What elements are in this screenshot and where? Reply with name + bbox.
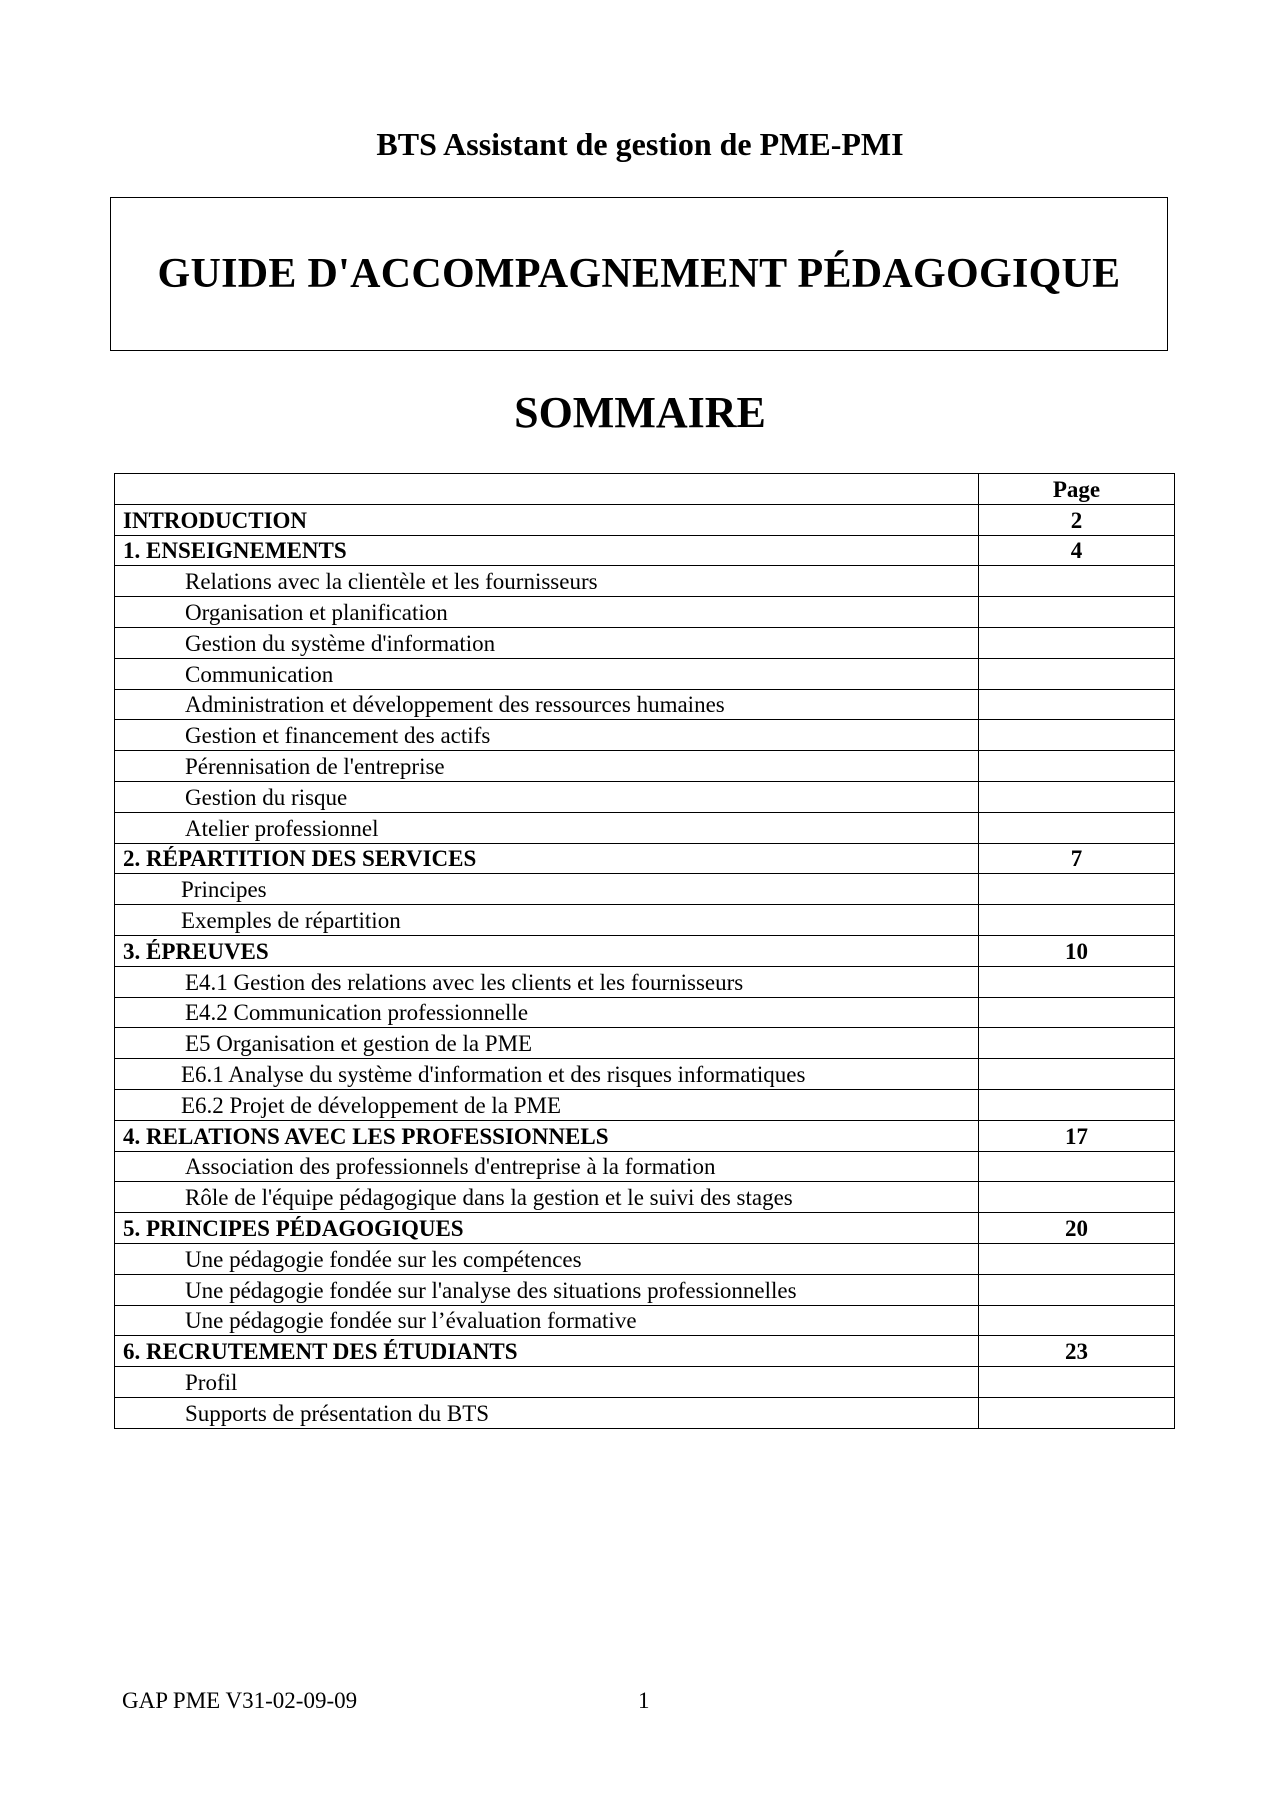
toc-entry-label: 6. RECRUTEMENT DES ÉTUDIANTS bbox=[115, 1336, 979, 1367]
toc-entry-label: Une pédagogie fondée sur l'analyse des situations professionnelles bbox=[115, 1274, 979, 1305]
toc-entry-label: Une pédagogie fondée sur l’évaluation formative bbox=[115, 1305, 979, 1336]
toc-entry-page bbox=[979, 966, 1175, 997]
toc-entry-page bbox=[979, 1028, 1175, 1059]
toc-entry-page bbox=[979, 627, 1175, 658]
toc-entry-page: 7 bbox=[979, 843, 1175, 874]
sommaire-heading: SOMMAIRE bbox=[514, 388, 766, 437]
toc-subsection-row bbox=[115, 1089, 1175, 1120]
document-subtitle: BTS Assistant de gestion de PME-PMI bbox=[376, 126, 904, 162]
toc-entry-label: Gestion du système d'information bbox=[115, 627, 979, 658]
toc-entry-page bbox=[979, 1151, 1175, 1182]
toc-subsection-row bbox=[115, 566, 1175, 597]
toc-entry-page bbox=[979, 1367, 1175, 1398]
toc-entry-label: Communication bbox=[115, 658, 979, 689]
toc-subsection-row bbox=[115, 1274, 1175, 1305]
footer-page-number: 1 bbox=[638, 1688, 650, 1713]
toc-subsection-row bbox=[115, 1305, 1175, 1336]
toc-subsection-row bbox=[115, 781, 1175, 812]
toc-entry-label: Principes bbox=[115, 874, 979, 905]
toc-entry-page bbox=[979, 1397, 1175, 1428]
table-of-contents bbox=[114, 473, 1175, 1429]
toc-entry-page bbox=[979, 1274, 1175, 1305]
toc-entry-label: 5. PRINCIPES PÉDAGOGIQUES bbox=[115, 1213, 979, 1244]
toc-entry-label: Une pédagogie fondée sur les compétences bbox=[115, 1243, 979, 1274]
toc-entry-label: Gestion et financement des actifs bbox=[115, 720, 979, 751]
toc-subsection-row bbox=[115, 997, 1175, 1028]
toc-subsection-row bbox=[115, 720, 1175, 751]
toc-entry-label: Association des professionnels d'entreprise à la formation bbox=[115, 1151, 979, 1182]
toc-entry-label: 3. ÉPREUVES bbox=[115, 935, 979, 966]
toc-entry-page: 23 bbox=[979, 1336, 1175, 1367]
toc-entry-page bbox=[979, 720, 1175, 751]
toc-subsection-row bbox=[115, 1151, 1175, 1182]
toc-entry-label: Rôle de l'équipe pédagogique dans la gestion et le suivi des stages bbox=[115, 1182, 979, 1213]
toc-entry-page bbox=[979, 997, 1175, 1028]
toc-subsection-row bbox=[115, 1367, 1175, 1398]
toc-entry-label: Exemples de répartition bbox=[115, 905, 979, 936]
toc-entry-page: 4 bbox=[979, 535, 1175, 566]
toc-entry-page bbox=[979, 1182, 1175, 1213]
toc-entry-page: 2 bbox=[979, 504, 1175, 535]
toc-header-row bbox=[115, 474, 1175, 505]
toc-entry-label: Administration et développement des ressources humaines bbox=[115, 689, 979, 720]
toc-subsection-row bbox=[115, 1028, 1175, 1059]
toc-entry-label: E4.2 Communication professionnelle bbox=[115, 997, 979, 1028]
toc-section-row bbox=[115, 504, 1175, 535]
document-title: GUIDE D'ACCOMPAGNEMENT PÉDAGOGIQUE bbox=[157, 251, 1121, 297]
toc-entry-page bbox=[979, 597, 1175, 628]
toc-subsection-row bbox=[115, 751, 1175, 782]
toc-entry-label: 2. RÉPARTITION DES SERVICES bbox=[115, 843, 979, 874]
toc-entry-page: 10 bbox=[979, 935, 1175, 966]
toc-entry-label: INTRODUCTION bbox=[115, 504, 979, 535]
toc-entry-page bbox=[979, 874, 1175, 905]
toc-subsection-row bbox=[115, 1059, 1175, 1090]
toc-section-row bbox=[115, 843, 1175, 874]
toc-entry-page bbox=[979, 689, 1175, 720]
toc-entry-page bbox=[979, 812, 1175, 843]
toc-entry-label: Relations avec la clientèle et les fournisseurs bbox=[115, 566, 979, 597]
toc-entry-page bbox=[979, 751, 1175, 782]
toc-subsection-row bbox=[115, 689, 1175, 720]
toc-entry-page bbox=[979, 1089, 1175, 1120]
toc-entry-page bbox=[979, 1243, 1175, 1274]
toc-subsection-row bbox=[115, 905, 1175, 936]
toc-subsection-row bbox=[115, 966, 1175, 997]
toc-subsection-row bbox=[115, 1243, 1175, 1274]
toc-entry-page bbox=[979, 1305, 1175, 1336]
toc-entry-page bbox=[979, 658, 1175, 689]
toc-subsection-row bbox=[115, 658, 1175, 689]
toc-subsection-row bbox=[115, 597, 1175, 628]
toc-entry-page: 20 bbox=[979, 1213, 1175, 1244]
toc-section-row bbox=[115, 535, 1175, 566]
toc-subsection-row bbox=[115, 1397, 1175, 1428]
toc-entry-page bbox=[979, 905, 1175, 936]
footer-version: GAP PME V31-02-09-09 bbox=[122, 1688, 358, 1713]
toc-entry-label: Atelier professionnel bbox=[115, 812, 979, 843]
title-box bbox=[110, 197, 1168, 351]
toc-entry-page bbox=[979, 1059, 1175, 1090]
toc-section-row bbox=[115, 1120, 1175, 1151]
toc-entry-page bbox=[979, 781, 1175, 812]
toc-header-label-cell bbox=[115, 474, 979, 505]
toc-entry-label: E4.1 Gestion des relations avec les clients et les fournisseurs bbox=[115, 966, 979, 997]
toc-section-row bbox=[115, 1336, 1175, 1367]
toc-section-row bbox=[115, 935, 1175, 966]
toc-subsection-row bbox=[115, 627, 1175, 658]
toc-entry-label: E5 Organisation et gestion de la PME bbox=[115, 1028, 979, 1059]
toc-entry-label: 1. ENSEIGNEMENTS bbox=[115, 535, 979, 566]
toc-entry-label: 4. RELATIONS AVEC LES PROFESSIONNELS bbox=[115, 1120, 979, 1151]
toc-entry-label: Gestion du risque bbox=[115, 781, 979, 812]
toc-entry-label: E6.1 Analyse du système d'information et des risques informatiques bbox=[115, 1059, 979, 1090]
toc-entry-label: Organisation et planification bbox=[115, 597, 979, 628]
toc-entry-page bbox=[979, 566, 1175, 597]
toc-section-row bbox=[115, 1213, 1175, 1244]
toc-subsection-row bbox=[115, 1182, 1175, 1213]
toc-subsection-row bbox=[115, 874, 1175, 905]
toc-entry-label: Supports de présentation du BTS bbox=[115, 1397, 979, 1428]
toc-entry-page: 17 bbox=[979, 1120, 1175, 1151]
toc-subsection-row bbox=[115, 812, 1175, 843]
toc-page-header: Page bbox=[979, 474, 1175, 505]
toc-entry-label: Pérennisation de l'entreprise bbox=[115, 751, 979, 782]
toc-entry-label: Profil bbox=[115, 1367, 979, 1398]
toc-entry-label: E6.2 Projet de développement de la PME bbox=[115, 1089, 979, 1120]
